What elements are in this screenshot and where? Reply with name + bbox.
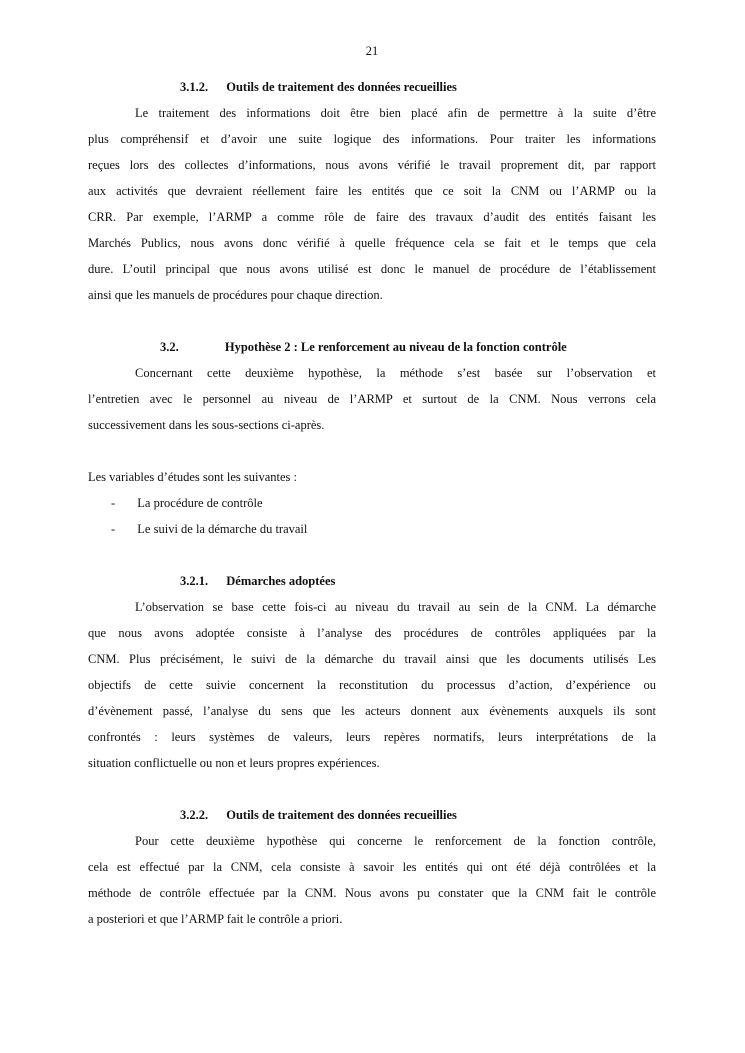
text-line: que nous avons adoptée consiste à l’analyse des procédures de contrôles appliquées par la [88,626,656,640]
text-line: confrontés : leurs systèmes de valeurs, leurs repères normatifs, leurs interprétations de la [88,730,656,744]
text-line: plus compréhensif et d’avoir une suite logique des informations. Pour traiter les informations [88,132,656,146]
heading-3-2-1-number: 3.2.1. [180,574,209,588]
heading-3-2-2-number: 3.2.2. [180,808,209,822]
heading-3-2-1-title: Démarches adoptées [226,574,336,588]
text-line: dure. L’outil principal que nous avons utilisé est donc le manuel de procédure de l’établissement [88,262,656,276]
paragraph-hypothesis-2 [88,360,656,438]
heading-3-2-number: 3.2. [160,340,179,354]
text-line: situation conflictuelle ou non et leurs propres expériences. [88,756,380,770]
text-line: cela est effectué par la CNM, cela consiste à savoir les entités qui ont été déjà contrôlées et la [88,860,656,874]
blank-line [88,438,656,464]
text-line: Le traitement des informations doit être bien placé afin de permettre à la suite d’être [135,106,656,120]
text-line: ainsi que les manuels de procédures pour chaque direction. [88,288,383,302]
blank-line [88,542,656,568]
blank-line [88,776,656,802]
list-item [88,516,656,542]
text-line: Marchés Publics, nous avons donc vérifié à quelle fréquence cela se fait et le temps que cela [88,236,656,250]
text-line: méthode de contrôle effectuée par la CNM. Nous avons pu constater que la CNM fait le contrôle [88,886,656,900]
text-line: a posteriori et que l’ARMP fait le contrôle a priori. [88,912,343,926]
variables-intro: Les variables d’études sont les suivantes : [88,470,297,484]
text-line: CRR. Par exemple, l’ARMP a comme rôle de faire des travaux d’audit des entités faisant les [88,210,656,224]
text-line: Concernant cette deuxième hypothèse, la méthode s’est basée sur l’observation et [135,366,656,380]
text-line: reçues lors des collectes d’informations, nous avons vérifié le travail proprement dit, par rapport [88,158,656,172]
text-line: L’observation se base cette fois-ci au niveau du travail au sein de la CNM. La démarche [135,600,656,614]
list-item-text: Le suivi de la démarche du travail [137,522,308,536]
text-line: Pour cette deuxième hypothèse qui concerne le renforcement de la fonction contrôle, [135,834,656,848]
list-item [88,490,656,516]
text-block [88,74,656,932]
list-item-text: La procédure de contrôle [137,496,263,510]
text-line: successivement dans les sous-sections ci-après. [88,418,325,432]
heading-3-1-2-number: 3.1.2. [180,80,209,94]
heading-3-2-2 [88,802,656,828]
heading-3-2-1 [88,568,656,594]
dash-bullet: - [111,522,116,536]
page-number: 21 [365,44,379,58]
text-line: l’entretien avec le personnel au niveau de l’ARMP et surtout de la CNM. Nous verrons cela [88,392,656,406]
heading-3-1-2 [88,74,656,100]
paragraph-demarches [88,594,656,776]
heading-3-1-2-title: Outils de traitement des données recueillies [226,80,457,94]
heading-3-2-2-title: Outils de traitement des données recueillies [226,808,457,822]
text-line: d’évènement passé, l’analyse du sens que les acteurs donnent aux évènements auxquels ils sont [88,704,656,718]
paragraph-tools-2 [88,828,656,932]
dash-bullet: - [111,496,116,510]
heading-3-2 [88,334,656,360]
paragraph-tools-1 [88,100,656,308]
blank-line [88,308,656,334]
text-line: CNM. Plus précisément, le suivi de la démarche du travail ainsi que les documents utilisés Les [88,652,656,666]
heading-3-2-title: Hypothèse 2 : Le renforcement au niveau de la fonction contrôle [224,340,567,354]
text-line: objectifs de cette suivie concernent la reconstitution du processus d’action, d’expérience ou [88,678,656,692]
text-line: aux activités que devraient réellement faire les entités que ce soit la CNM ou l’ARMP ou la [88,184,656,198]
